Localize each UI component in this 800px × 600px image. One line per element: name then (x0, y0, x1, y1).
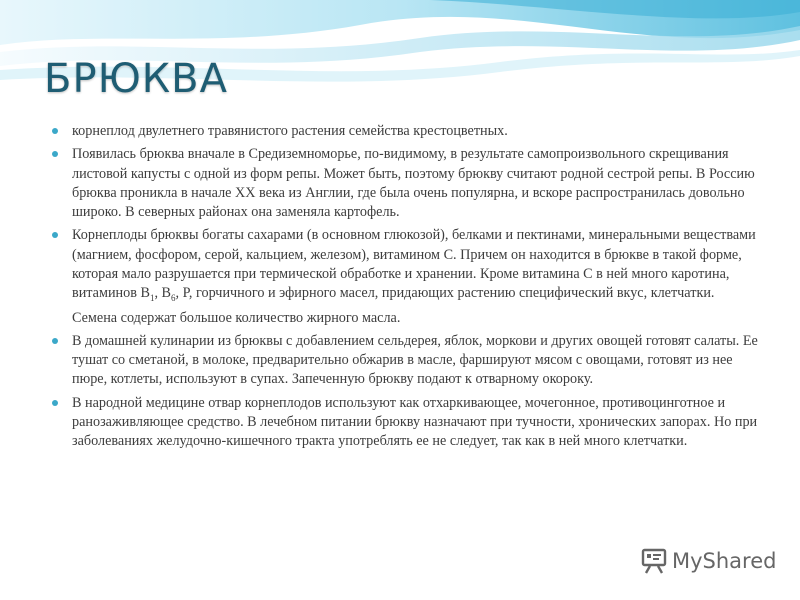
myshared-logo[interactable] (640, 547, 776, 575)
bullet-dot-icon (52, 338, 58, 344)
list-item (50, 226, 760, 327)
bullet-dot-icon (52, 128, 58, 134)
list-item (50, 122, 760, 141)
bullet-text: В народной медицине отвар корнеплодов используют как отхаркивающее, мочегонное, противоцинготное и ранозаживляющее средство. В лечебном питании брюкву назначают при тучности, хронических запорах. Но при заболеваниях желудочно-кишечного тракта употреблять ее не следует, так как в ней много клетчатки. (72, 394, 758, 450)
bullet-text: В домашней кулинарии из брюквы с добавлением сельдерея, яблок, моркови и других овощей готовят салаты. Ее тушат со сметаной, в молоке, предварительно обжарив в масле, фаршируют мясом с овощами, готовят из нее пюре, котлеты, используют в супах. Запеченную брюкву подают к отварному окороку. (72, 332, 758, 388)
bullet-text: Корнеплоды брюквы богаты сахарами (в основном глюкозой), белками и пектинами, минеральными веществами (магнием, фосфором, серой, кальцием, железом), витамином С. Причем он находится в брюкве в такой форме, которая мало разрушается при термической обработке и хранении. Кроме витамина С в ней много каротина, витаминов $B_1$, $B_6$, P, горчичного и эфирного масел, придающих растению специфический вкус, клетчатки. Семена содержат большое количество жирного масла. (72, 227, 756, 326)
list-item (50, 394, 760, 452)
presentation-board-icon (640, 547, 668, 575)
bullet-text: Появилась брюква вначале в Средиземноморье, по-видимому, в результате самопроизвольного скрещивания листовой капусты с одной из форм репы. Может быть, поэтому брюкву считают родной сестрой репы. В Россию брюква проникла в начале XX века из Англии, где была очень популярна, и вскоре распространилась довольно широко. В северных районах она заменяла картофель. (72, 146, 755, 221)
logo-text: MyShared (672, 549, 777, 573)
list-item (50, 145, 760, 222)
bullet-dot-icon (52, 232, 58, 238)
slide-title: БРЮКВА (44, 56, 228, 102)
bullet-list (50, 122, 760, 456)
bullet-dot-icon (52, 151, 58, 157)
bullet-dot-icon (52, 400, 58, 406)
list-item (50, 332, 760, 390)
bullet-text: корнеплод двулетнего травянистого растения семейства крестоцветных. (72, 123, 508, 139)
